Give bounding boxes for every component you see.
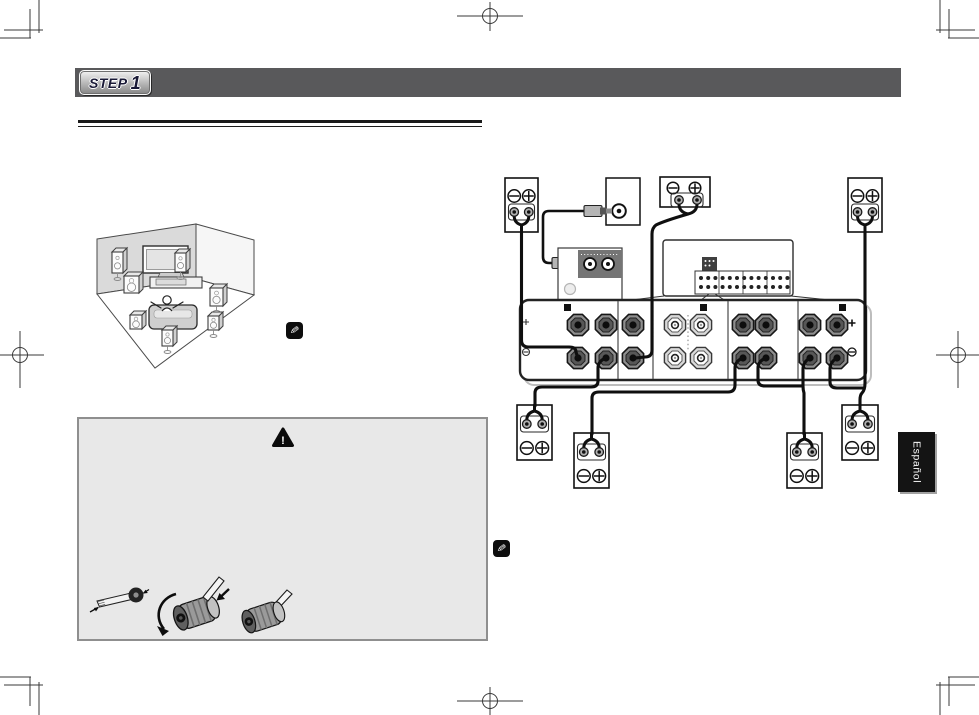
terminal-post-col3-top [622,314,643,335]
sofa-seat [154,310,192,318]
heading-rule-top [78,120,482,123]
note-pencil-glyph: ✎ [496,542,507,556]
connection-diagram [505,177,882,488]
section-marker-square [839,304,846,311]
terminal-post-col9-top [826,314,847,335]
speaker [124,272,143,293]
terminal-post-col7-top [755,314,776,335]
connector-block [702,257,717,271]
caution-box [78,418,487,640]
terminal-area [695,271,790,294]
speaker-plate-top-right [848,178,882,232]
terminal-post-col1-top [567,314,588,335]
speaker-plate-bottom-4 [842,405,878,460]
step-number: 1 [130,72,142,93]
speaker [208,312,223,338]
rear-panel-overview [663,240,793,296]
language-tab-espanol [898,432,935,492]
note-pencil-glyph: ✎ [289,324,300,338]
warning-exclamation: ! [281,435,285,447]
subwoofer-input-box [606,178,640,225]
subwoofer-preout-panel [558,248,622,300]
speaker-plate-bottom-2 [574,433,609,488]
rca-plug-icon [584,206,602,217]
speaker-plate-top-center [660,177,710,214]
terminal-post-col6-top [732,314,753,335]
speaker-plate-bottom-3 [787,433,822,488]
section-marker-square [700,304,707,311]
note-icon [286,322,303,339]
section-marker-square [564,304,571,311]
heading-rule-bottom [78,126,482,128]
step-banner-bar [75,68,901,97]
step-badge [79,70,151,95]
language-tab-label: Español [910,440,923,484]
terminal-post-col5-top [690,314,711,335]
speaker-plate-bottom-1 [517,405,552,460]
terminal-post-col4-bottom [664,347,685,368]
speaker [130,311,146,329]
terminal-post-col4-top [664,314,685,335]
speaker-terminal-strip [520,300,871,385]
speaker-plate-top-left [505,178,538,232]
terminal-post-col5-bottom [690,347,711,368]
step-label: STEP [89,74,128,91]
terminal-post-col8-top [799,314,820,335]
room-layout-diagram [97,224,254,368]
terminal-post-col2-top [595,314,616,335]
note-icon [493,540,510,557]
